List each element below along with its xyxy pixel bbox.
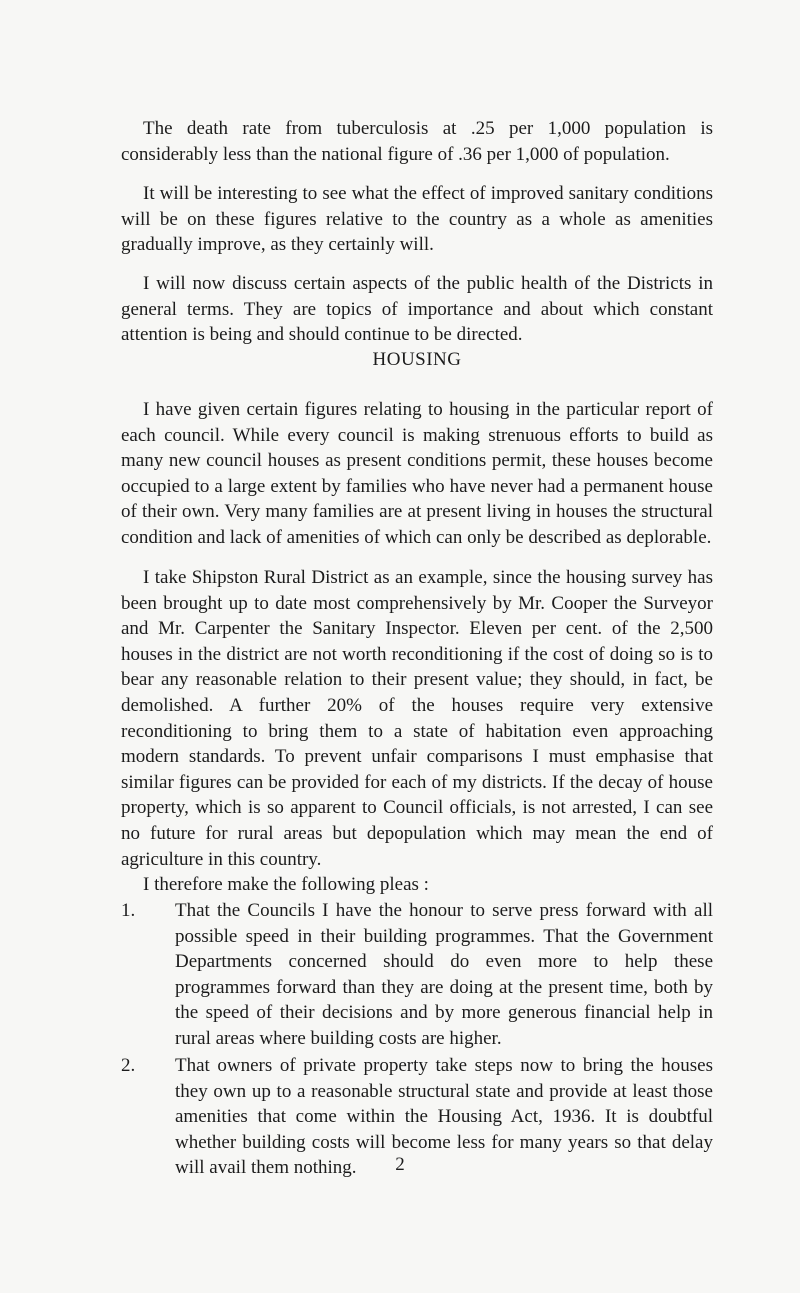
shipston-example-paragraph xyxy=(121,565,713,872)
list-text: That owners of private property take steps now to bring the houses they own up to a reasonable structural state and provide at least those amenities that come within the Housing Act, 1936. It is doubtful whether building costs will become less for many years so that delay will avail them nothing. xyxy=(175,1055,713,1179)
paragraph-text: I therefore make the following pleas : xyxy=(143,874,429,895)
list-text: That the Councils I have the honour to serve press forward with all possible speed in their building programmes. That the Government Departments concerned should do even more to help these programmes forward than they are doing at the present time, both by the speed of their decisions and by more generous financial help in rural areas where building costs are higher. xyxy=(175,900,713,1049)
page-number: 2 xyxy=(395,1154,405,1175)
list-number: 1. xyxy=(121,900,136,921)
paragraph-text: I have given certain figures relating to housing in the particular report of each council. While every council is making strenuous efforts to build as many new council houses as present conditions permit, these houses become occupied to a large extent by families who have never had a permanent house of their own. Very many families are at present living in houses the structural condition and lack of amenities of which can only be described as deplorable. xyxy=(121,399,713,548)
list-item xyxy=(121,898,713,1052)
section-heading-housing: HOUSING xyxy=(372,349,462,370)
tuberculosis-paragraph xyxy=(121,116,713,167)
paragraph-text: The death rate from tuberculosis at .25 per 1,000 population is considerably less than the national figure of .36 per 1,000 of population. xyxy=(121,118,713,165)
plea-item-1 xyxy=(121,898,713,1052)
public-health-paragraph xyxy=(121,271,713,348)
sanitary-conditions-paragraph xyxy=(121,181,713,258)
pleas-intro-paragraph xyxy=(121,872,713,898)
paragraph-text: It will be interesting to see what the effect of improved sanitary conditions will be on these figures relative to the country as a whole as amenities gradually improve, as they certainly will. xyxy=(121,183,713,256)
paragraph-text: I will now discuss certain aspects of the public health of the Districts in general terms. They are topics of importance and about which constant attention is being and should continue to be directed. xyxy=(121,273,713,346)
paragraph-text: I take Shipston Rural District as an example, since the housing survey has been brought up to date most comprehensively by Mr. Cooper the Surveyor and Mr. Carpenter the Sanitary Inspector. Eleven per cent. of the 2,500 houses in the district are not worth reconditioning if the cost of doing so is to bear any reasonable relation to their present value; they should, in fact, be demolished. A further 20% of the houses require very extensive reconditioning to bring them to a state of habitation even approaching modern standards. To prevent unfair comparisons I must emphasise that similar figures can be provided for each of my districts. If the decay of house property, which is so apparent to Council officials, is not arrested, I can see no future for rural areas but depopulation which may mean the end of agriculture in this country. xyxy=(121,567,713,870)
housing-figures-paragraph xyxy=(121,397,713,551)
list-number: 2. xyxy=(121,1055,136,1076)
